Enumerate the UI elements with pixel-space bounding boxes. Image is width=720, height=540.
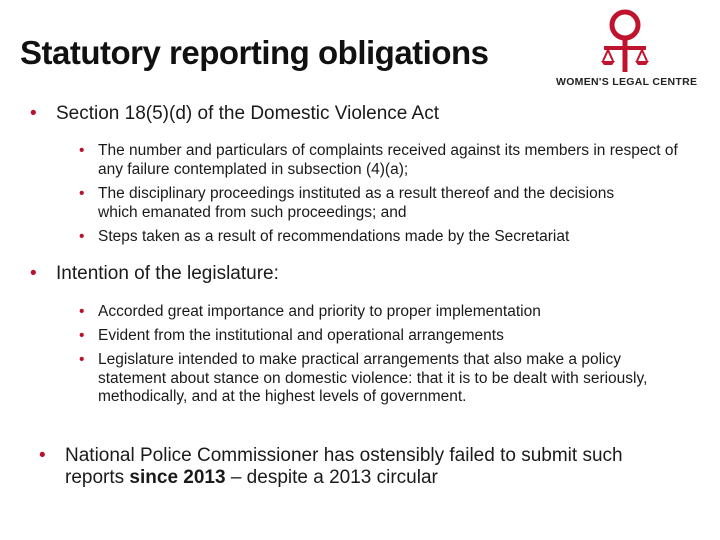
sub-bullet-text: The disciplinary proceedings instituted as a result thereof and the decisions which emanated from such proceedings; and — [98, 185, 615, 221]
bullet-icon: • — [30, 263, 37, 284]
bullet-icon: • — [79, 185, 85, 202]
sub-bullet-text: Accorded great importance and priority to proper implementation — [98, 303, 541, 320]
bullet-icon: • — [79, 228, 85, 245]
final-point-text-before: National Police Commissioner has ostensibly failed to submit such reports — [65, 445, 623, 488]
sub-bullet-point — [79, 185, 658, 222]
bullet-icon: • — [79, 303, 85, 320]
bullet-icon: • — [30, 103, 37, 124]
bullet-icon: • — [79, 351, 85, 368]
logo-text: WOMEN'S LEGAL CENTRE — [556, 76, 698, 88]
bullet-icon: • — [79, 142, 85, 159]
sub-bullet-text: The number and particulars of complaints received against its members in respect of any failure contemplated in subsection (4)(a); — [98, 142, 678, 178]
bullet-point — [30, 103, 656, 125]
bullet-point — [39, 445, 675, 489]
bullet-icon: • — [39, 445, 46, 466]
sub-bullet-text: Steps taken as a result of recommendations made by the Secretariat — [98, 228, 570, 245]
sub-bullet-point — [79, 228, 698, 247]
sub-bullet-point — [79, 351, 673, 407]
final-point-emphasis: since 2013 — [129, 467, 226, 488]
sub-bullet-point — [79, 303, 698, 322]
sub-bullet-point — [79, 327, 698, 346]
bullet-icon: • — [79, 327, 85, 344]
bullet-text: Section 18(5)(d) of the Domestic Violence Act — [56, 103, 440, 124]
sub-bullet-text: Legislature intended to make practical arrangements that also make a policy statement about stance on domestic violence: that it is to be dealt with seriously, methodically, and at the highest levels of government. — [98, 351, 648, 405]
bullet-text: Intention of the legislature: — [56, 263, 279, 284]
sub-bullet-point — [79, 142, 688, 179]
final-point-text-after: – despite a 2013 circular — [225, 467, 438, 488]
slide-title: Statutory reporting obligations — [20, 34, 489, 71]
sub-bullet-text: Evident from the institutional and operational arrangements — [98, 327, 504, 344]
bullet-point — [30, 263, 656, 285]
womens-legal-centre-logo — [556, 8, 698, 92]
venus-scales-icon — [600, 8, 650, 74]
